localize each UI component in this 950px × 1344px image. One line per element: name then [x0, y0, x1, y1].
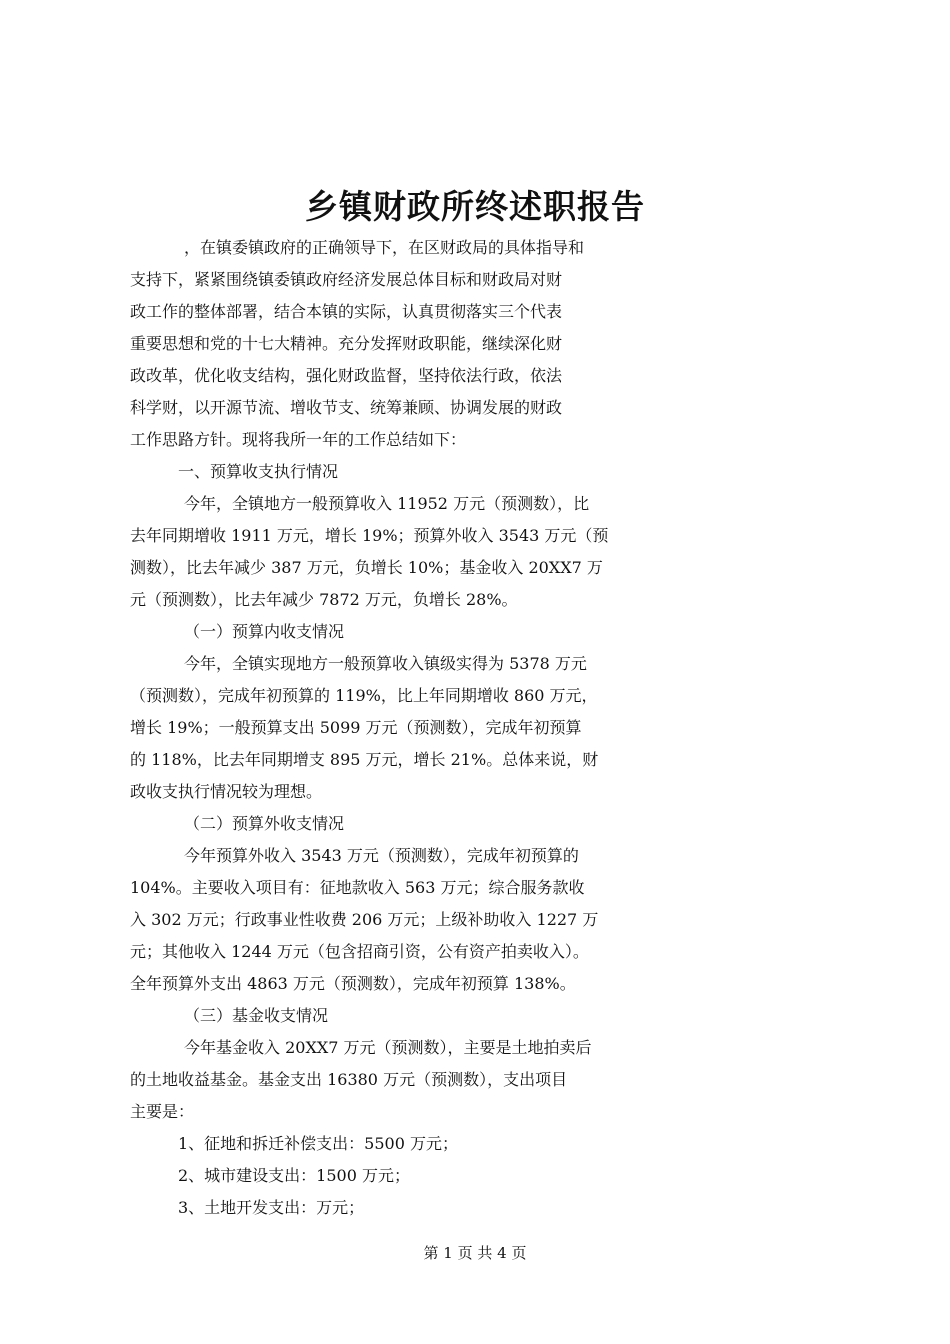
text-line: 今年，全镇实现地方一般预算收入镇级实得为 5378 万元: [184, 654, 587, 673]
text-line: 3、土地开发支出：万元；: [178, 1198, 365, 1217]
text-line: 政改革，优化收支结构，强化财政监督，坚持依法行政，依法: [130, 366, 563, 385]
document-title: 乡镇财政所终述职报告: [305, 187, 645, 226]
text-line: 今年，全镇地方一般预算收入 11952 万元（预测数），比: [184, 494, 590, 513]
text-line: 政收支执行情况较为理想。: [130, 782, 323, 801]
text-line: 主要是：: [130, 1102, 195, 1121]
text-line: 去年同期增收 1911 万元，增长 19%；预算外收入 3543 万元（预: [130, 526, 609, 545]
text-line: 2、城市建设支出：1500 万元；: [178, 1166, 410, 1185]
text-line: 1、征地和拆迁补偿支出：5500 万元；: [178, 1134, 458, 1153]
text-line: （预测数），完成年初预算的 119%，比上年同期增收 860 万元，: [130, 686, 598, 705]
document-body: [130, 232, 830, 1224]
text-line: 元（预测数），比去年减少 7872 万元，负增长 28%。: [130, 590, 518, 609]
text-line: 的土地收益基金。基金支出 16380 万元（预测数），支出项目: [130, 1070, 568, 1089]
text-line: （一）预算内收支情况: [184, 622, 345, 641]
text-line: 的 118%，比去年同期增支 895 万元，增长 21%。总体来说，财: [130, 750, 599, 769]
text-line: 政工作的整体部署，结合本镇的实际，认真贯彻落实三个代表: [130, 302, 563, 321]
text-line: 支持下，紧紧围绕镇委镇政府经济发展总体目标和财政局对财: [130, 270, 563, 289]
text-line: 今年预算外收入 3543 万元（预测数），完成年初预算的: [184, 846, 579, 865]
text-line: 科学财，以开源节流、增收节支、统筹兼顾、协调发展的财政: [130, 398, 563, 417]
text-line: 重要思想和党的十七大精神。充分发挥财政职能，继续深化财: [130, 334, 563, 353]
text-line: 增长 19%；一般预算支出 5099 万元（预测数），完成年初预算: [130, 718, 582, 737]
text-line: 元；其他收入 1244 万元（包含招商引资，公有资产拍卖收入）。: [130, 942, 589, 961]
text-line: 今年基金收入 20XX7 万元（预测数），主要是土地拍卖后: [184, 1038, 592, 1057]
text-line: 测数），比去年减少 387 万元，负增长 10%；基金收入 20XX7 万: [130, 558, 603, 577]
text-line: 工作思路方针。现将我所一年的工作总结如下：: [130, 430, 467, 449]
text-line: （二）预算外收支情况: [184, 814, 345, 833]
text-line: 全年预算外支出 4863 万元（预测数），完成年初预算 138%。: [130, 974, 576, 993]
text-line: （三）基金收支情况: [184, 1006, 329, 1025]
text-line: 104%。主要收入项目有：征地款收入 563 万元；综合服务款收: [130, 878, 585, 897]
text-line: ，在镇委镇政府的正确领导下，在区财政局的具体指导和: [184, 238, 585, 257]
text-line: 一、预算收支执行情况: [178, 462, 339, 481]
page-footer: 第 1 页 共 4 页: [423, 1244, 527, 1262]
text-line: 入 302 万元；行政事业性收费 206 万元；上级补助收入 1227 万: [130, 910, 599, 929]
